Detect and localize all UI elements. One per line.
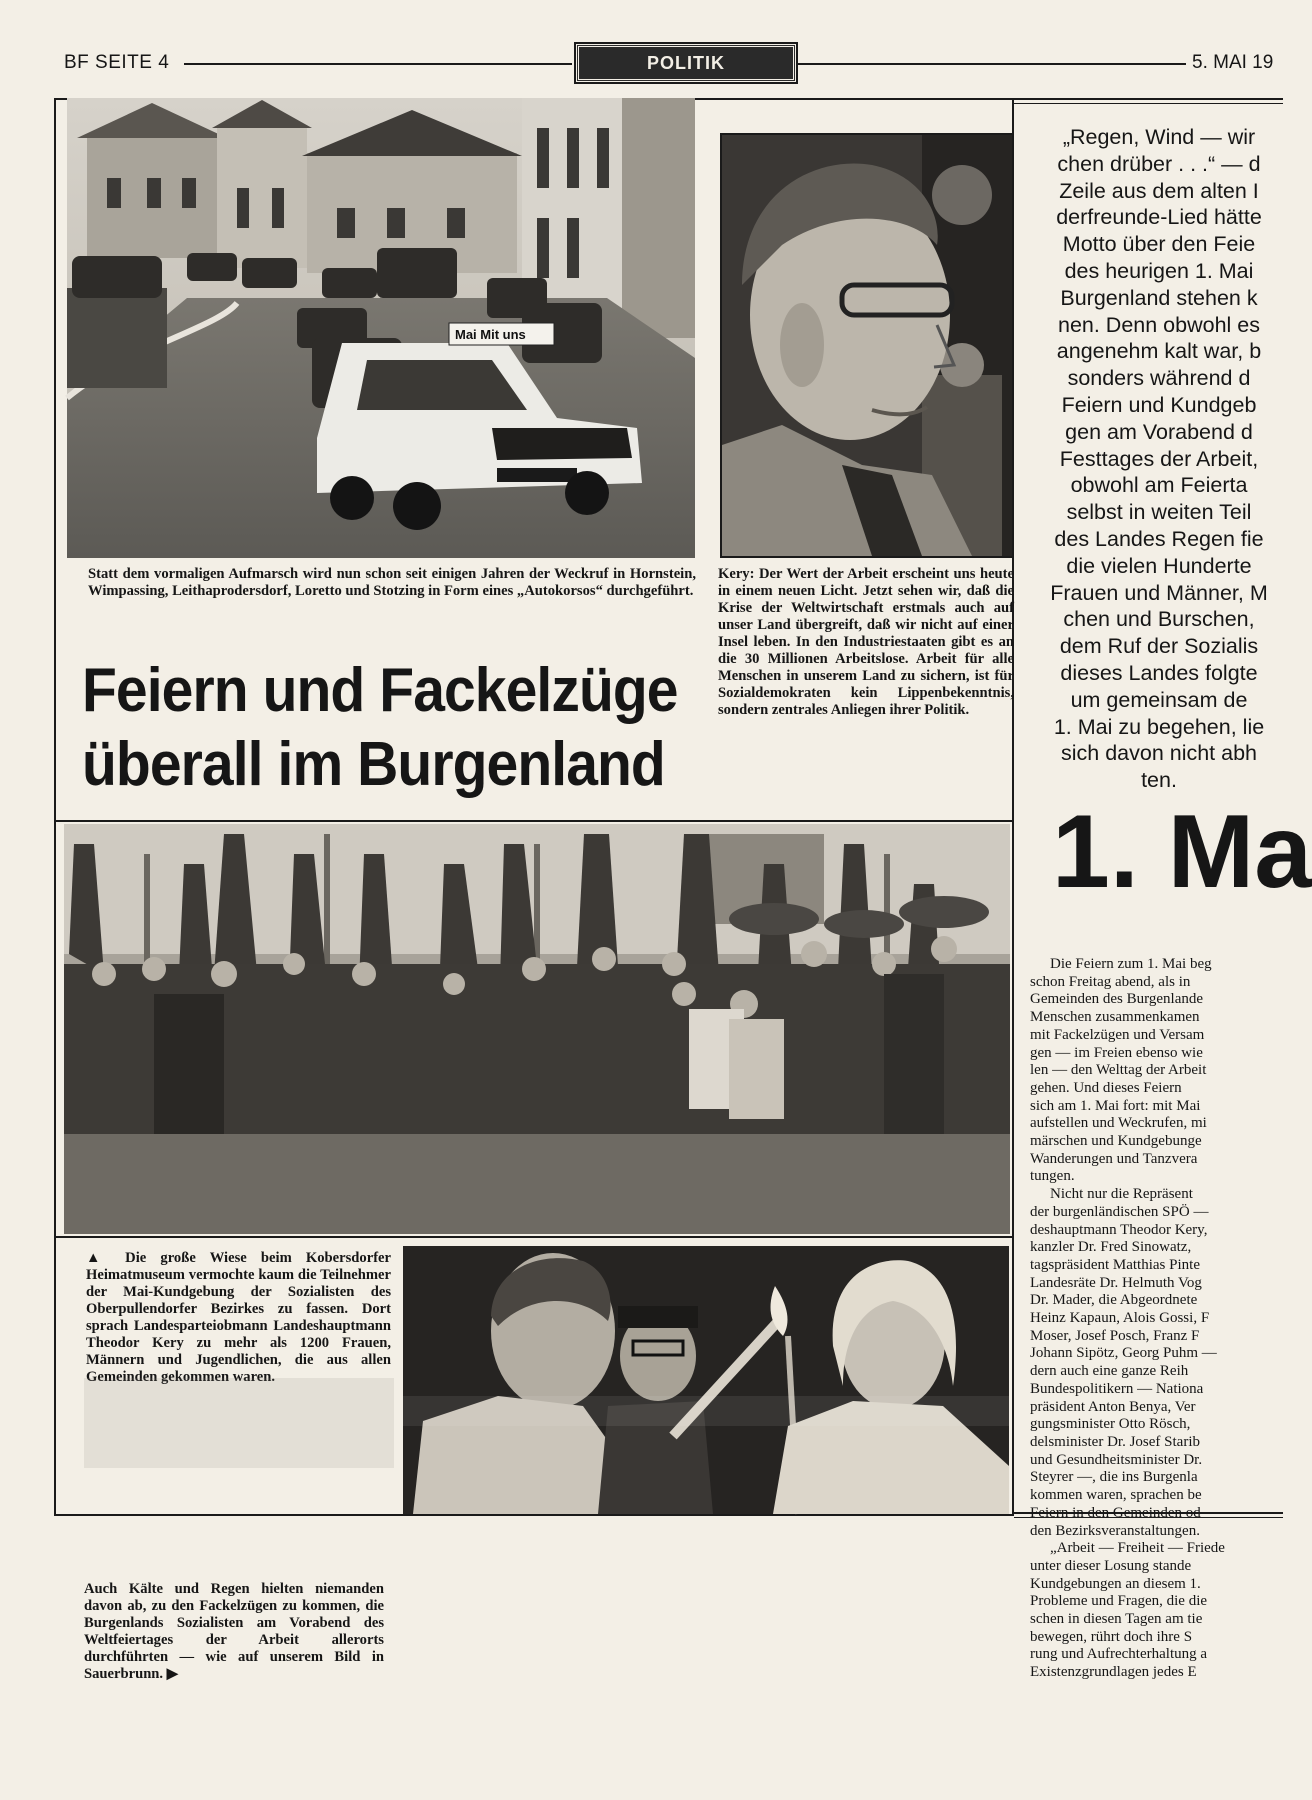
rule-mid-bottom [54, 1236, 1014, 1238]
header-rule-left [184, 63, 572, 65]
intro-line: chen drüber . . .“ — d [1057, 151, 1261, 176]
intro-line: obwohl am Feierta [1070, 473, 1248, 498]
body-line: und Gesundheitsminister Dr. [1030, 1451, 1203, 1468]
photo-autokorso-image [67, 98, 695, 558]
intro-line: des Landes Regen fie [1054, 526, 1264, 551]
intro-line: angenehm kalt war, b [1056, 339, 1262, 364]
body-line: tagspräsident Matthias Pinte [1030, 1256, 1200, 1273]
intro-line: sonders während d [1067, 366, 1251, 391]
body-line: Bundespolitikern — Nationa [1030, 1380, 1204, 1397]
body-line: schen in diesen Tagen am tie [1030, 1611, 1203, 1628]
intro-line: nen. Denn obwohl es [1057, 312, 1260, 337]
photo-kery-image [722, 135, 1012, 556]
photo-fahnen-image [64, 824, 1010, 1234]
body-line: präsident Anton Benya, Ver [1030, 1398, 1196, 1415]
caption-kaelte [84, 1581, 384, 1683]
body-line: schon Freitag abend, als in [1030, 973, 1191, 990]
photo-fackel-image [403, 1246, 1009, 1514]
body-line: kommen waren, sprachen be [1030, 1487, 1202, 1504]
intro-line: derfreunde-Lied hätte [1056, 205, 1262, 230]
body-line: aufstellen und Weckrufen, mi [1030, 1115, 1207, 1132]
body-line: Landesräte Dr. Helmuth Vog [1030, 1274, 1202, 1291]
body-line: dern auch eine ganze Reih [1030, 1363, 1189, 1380]
caption-marker-up: ▲ [86, 1250, 111, 1266]
intro-line: des heurigen 1. Mai [1064, 258, 1254, 283]
rule-mid-top [54, 820, 1014, 822]
intro-line: Zeile aus dem alten I [1059, 178, 1259, 203]
page-number: BF SEITE 4 [64, 52, 170, 73]
body-line: Probleme und Fragen, die die [1030, 1593, 1208, 1610]
caption-autokorso: Statt dem vormaligen Aufmarsch wird nun schon seit einigen Jahren der Weckruf in Hornstein, Wimpassing, Leithaprodersdorf, Loretto und Stotzing in Form eines „Autokorsos“ durchgeführt. [88, 566, 696, 599]
body-line: Gemeinden des Burgenlande [1030, 991, 1204, 1008]
section-label: POLITIK [576, 44, 796, 82]
photo-fackel [403, 1246, 1009, 1514]
body-line: deshauptmann Theodor Kery, [1030, 1221, 1208, 1238]
body-line: Wanderungen und Tanzvera [1030, 1150, 1198, 1167]
body-line: Die Feiern zum 1. Mai beg [1050, 956, 1212, 972]
body-line: len — den Welttag der Arbeit [1030, 1062, 1207, 1079]
body-line: Heinz Kapaun, Alois Gossi, F [1030, 1310, 1210, 1327]
intro-line: gen am Vorabend d [1065, 419, 1253, 444]
intro-line: Motto über den Feie [1062, 232, 1256, 257]
body-line: unter dieser Losung stande [1030, 1557, 1192, 1574]
body-line: Kundgebungen an diesem 1. [1030, 1575, 1201, 1592]
intro-column [1025, 124, 1293, 794]
caption-wiese [86, 1250, 391, 1386]
intro-line: 1. Mai zu begehen, lie [1053, 714, 1265, 739]
header-rule-right [796, 63, 1186, 65]
intro-line: Burgenland stehen k [1060, 285, 1258, 310]
caption-kery: Kery: Der Wert der Arbeit erscheint uns heute in einem neuen Licht. Jetzt sehen wir, daß die Krise der Weltwirtschaft erstmals auch auf unser Land übergreift, daß wir nicht auf einer Insel leben. In den Industriestaaten gibt es an die 30 Millionen Arbeitslose. Arbeit für alle Menschen in unserem Land zu sichern, ist für Sozialdemokraten kein Lippenbekenntnis, sondern zentrales Anliegen ihrer Politik. [718, 566, 1014, 718]
body-line: der burgenländischen SPÖ — [1030, 1203, 1209, 1220]
intro-line: ten. [1141, 768, 1177, 793]
body-line: Menschen zusammenkamen [1030, 1009, 1200, 1026]
body-line: Steyrer —, die ins Burgenla [1030, 1469, 1198, 1486]
caption-kaelte-text: Auch Kälte und Regen hielten niemanden davon ab, zu den Fackelzügen zu kommen, die Burgenlands Sozialisten am Vorabend des Weltfeiertages der Arbeit allerorts durchführten — wie auf unserem Bild in Sauerbrunn. [84, 1581, 384, 1682]
body-line: Existenzgrundlagen jedes E [1030, 1664, 1197, 1681]
body-line: Nicht nur die Repräsent [1050, 1186, 1193, 1203]
headline-line-1: Feiern und Fackelzüge [82, 656, 678, 725]
body-line: Johann Sipötz, Georg Puhm — [1030, 1345, 1217, 1362]
body-line: sich am 1. Mai fort: mit Mai [1030, 1097, 1201, 1114]
body-line: delsminister Dr. Josef Starib [1030, 1433, 1200, 1450]
caption-wiese-text: Die große Wiese beim Kobersdorfer Heimatmuseum vermochte kaum die Teilnehmer der Mai-Kundgebung der Sozialisten des Oberpullendorfer Bezirkes zu fassen. Dort sprach Landesparteiobmann Landeshauptmann Theodor Kery zu mehr als 1200 Frauen, Männern und Jugendlichen, die aus allen Gemeinden gekommen waren. [86, 1250, 392, 1385]
intro-line: sich davon nicht abh [1060, 741, 1258, 766]
body-line: tungen. [1030, 1168, 1075, 1185]
section-title: 1. Ma [1052, 794, 1312, 910]
body-line: Moser, Josef Posch, Franz F [1030, 1327, 1200, 1344]
headline-line-2: überall im Burgenland [82, 730, 665, 799]
photo-autokorso [67, 98, 695, 558]
intro-line: dieses Landes folgte [1060, 660, 1258, 685]
body-line: gehen. Und dieses Feiern [1030, 1079, 1182, 1096]
body-line: den Bezirksveranstaltungen. [1030, 1522, 1200, 1539]
issue-date: 5. MAI 19 [1192, 52, 1274, 73]
top-rule-right [1014, 98, 1283, 104]
body-line: Feiern in den Gemeinden od [1030, 1504, 1201, 1521]
body-line: rung und Aufrechterhaltung a [1030, 1646, 1208, 1663]
body-line: mit Fackelzügen und Versam [1030, 1026, 1205, 1043]
intro-line: „Regen, Wind — wir [1062, 125, 1256, 149]
body-line: gungsminister Otto Rösch, [1030, 1416, 1191, 1433]
intro-line: Festtages der Arbeit, [1059, 446, 1259, 471]
body-line: Dr. Mader, die Abgeordnete [1030, 1292, 1198, 1309]
intro-line: um gemeinsam de [1070, 687, 1248, 712]
photo-fahnen [64, 824, 1010, 1234]
caption-marker-right: ▶ [166, 1666, 178, 1682]
intro-line: Feiern und Kundgeb [1061, 392, 1257, 417]
intro-line: die vielen Hunderte [1066, 553, 1252, 578]
intro-line: chen und Burschen, [1063, 607, 1255, 632]
body-line: märschen und Kundgebunge [1030, 1133, 1202, 1150]
body-line: kanzler Dr. Fred Sinowatz, [1030, 1239, 1192, 1256]
intro-line: dem Ruf der Sozialis [1059, 634, 1259, 659]
body-line: bewegen, rührt doch ihre S [1030, 1628, 1193, 1645]
body-line: „Arbeit — Freiheit — Friede [1050, 1540, 1225, 1557]
showthrough-area [84, 1378, 394, 1468]
photo-kery [720, 133, 1014, 558]
car-sign-text: Mai Mit uns [455, 327, 526, 342]
intro-line: selbst in weiten Teil [1066, 500, 1252, 525]
intro-line: Frauen und Männer, M [1050, 580, 1268, 605]
body-text-column [1030, 956, 1298, 1682]
body-line: gen — im Freien ebenso wie [1030, 1044, 1203, 1061]
